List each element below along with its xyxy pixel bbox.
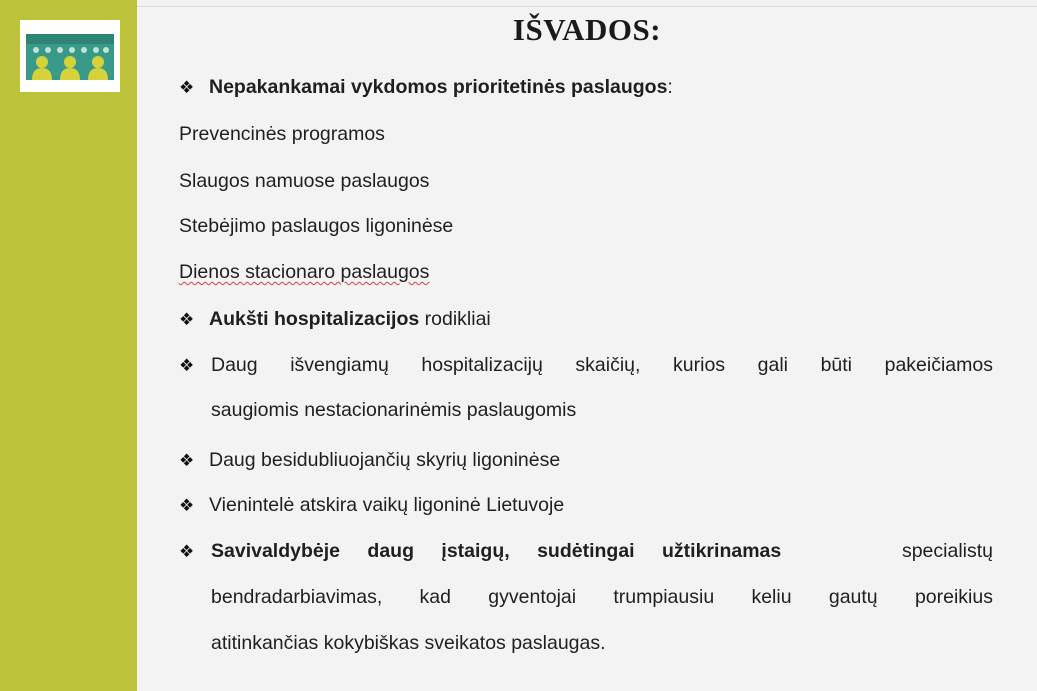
- bullet-icon: ❖: [179, 496, 195, 515]
- bullet-icon: ❖: [179, 542, 195, 561]
- sidebar-accent: [0, 0, 137, 691]
- logo: [20, 20, 120, 92]
- bullet-icon: ❖: [179, 310, 195, 329]
- bullet-avoidable-hospitalizations-line2: saugiomis nestacionarinėmis paslaugomis: [211, 399, 577, 421]
- people-group-icon: [20, 20, 120, 92]
- sub-item-observation: Stebėjimo paslaugos ligoninėse: [179, 215, 454, 237]
- bullet-icon: ❖: [179, 78, 195, 97]
- slide-title: IŠVADOS:: [512, 12, 662, 47]
- bullet-bold-text: Savivaldybėje daug įstaigų, sudėtingai užtikrinamas: [211, 540, 782, 562]
- sub-item-prevention: Prevencinės programos: [179, 123, 385, 145]
- bullet-avoidable-hospitalizations-line1: Daug išvengiamų hospitalizacijų skaičių, kurios gali būti pakeičiamos: [211, 354, 993, 376]
- bullet-icon: ❖: [179, 451, 195, 470]
- sub-item-day-hospital: Dienos stacionaro paslaugos: [179, 261, 430, 283]
- bullet-municipality-line2: bendradarbiavimas, kad gyventojai trumpiausiu keliu gautų poreikius: [211, 586, 993, 608]
- bullet-municipality-line3: atitinkančias kokybiškas sveikatos paslaugas.: [211, 632, 606, 654]
- sub-item-home-nursing: Slaugos namuose paslaugos: [179, 170, 430, 192]
- bullet-icon: ❖: [179, 356, 195, 375]
- bullet-duplicate-departments: ❖ Daug besidubliuojančių skyrių ligoninėse: [179, 449, 561, 471]
- top-divider: [137, 6, 1037, 7]
- bullet-children-hospital: ❖ Vienintelė atskira vaikų ligoninė Lietuvoje: [179, 494, 565, 516]
- bullet-hospitalization-rates: ❖ Aukšti hospitalizacijos rodikliai: [179, 308, 491, 330]
- bullet-bold-text: Nepakankamai vykdomos prioritetinės paslaugos: [209, 76, 668, 98]
- bullet-municipality-line1: Savivaldybėje daug įstaigų, sudėtingai užtikrinamas specialistų: [211, 540, 993, 562]
- bullet-priority-services: ❖ Nepakankamai vykdomos prioritetinės paslaugos:: [179, 76, 673, 98]
